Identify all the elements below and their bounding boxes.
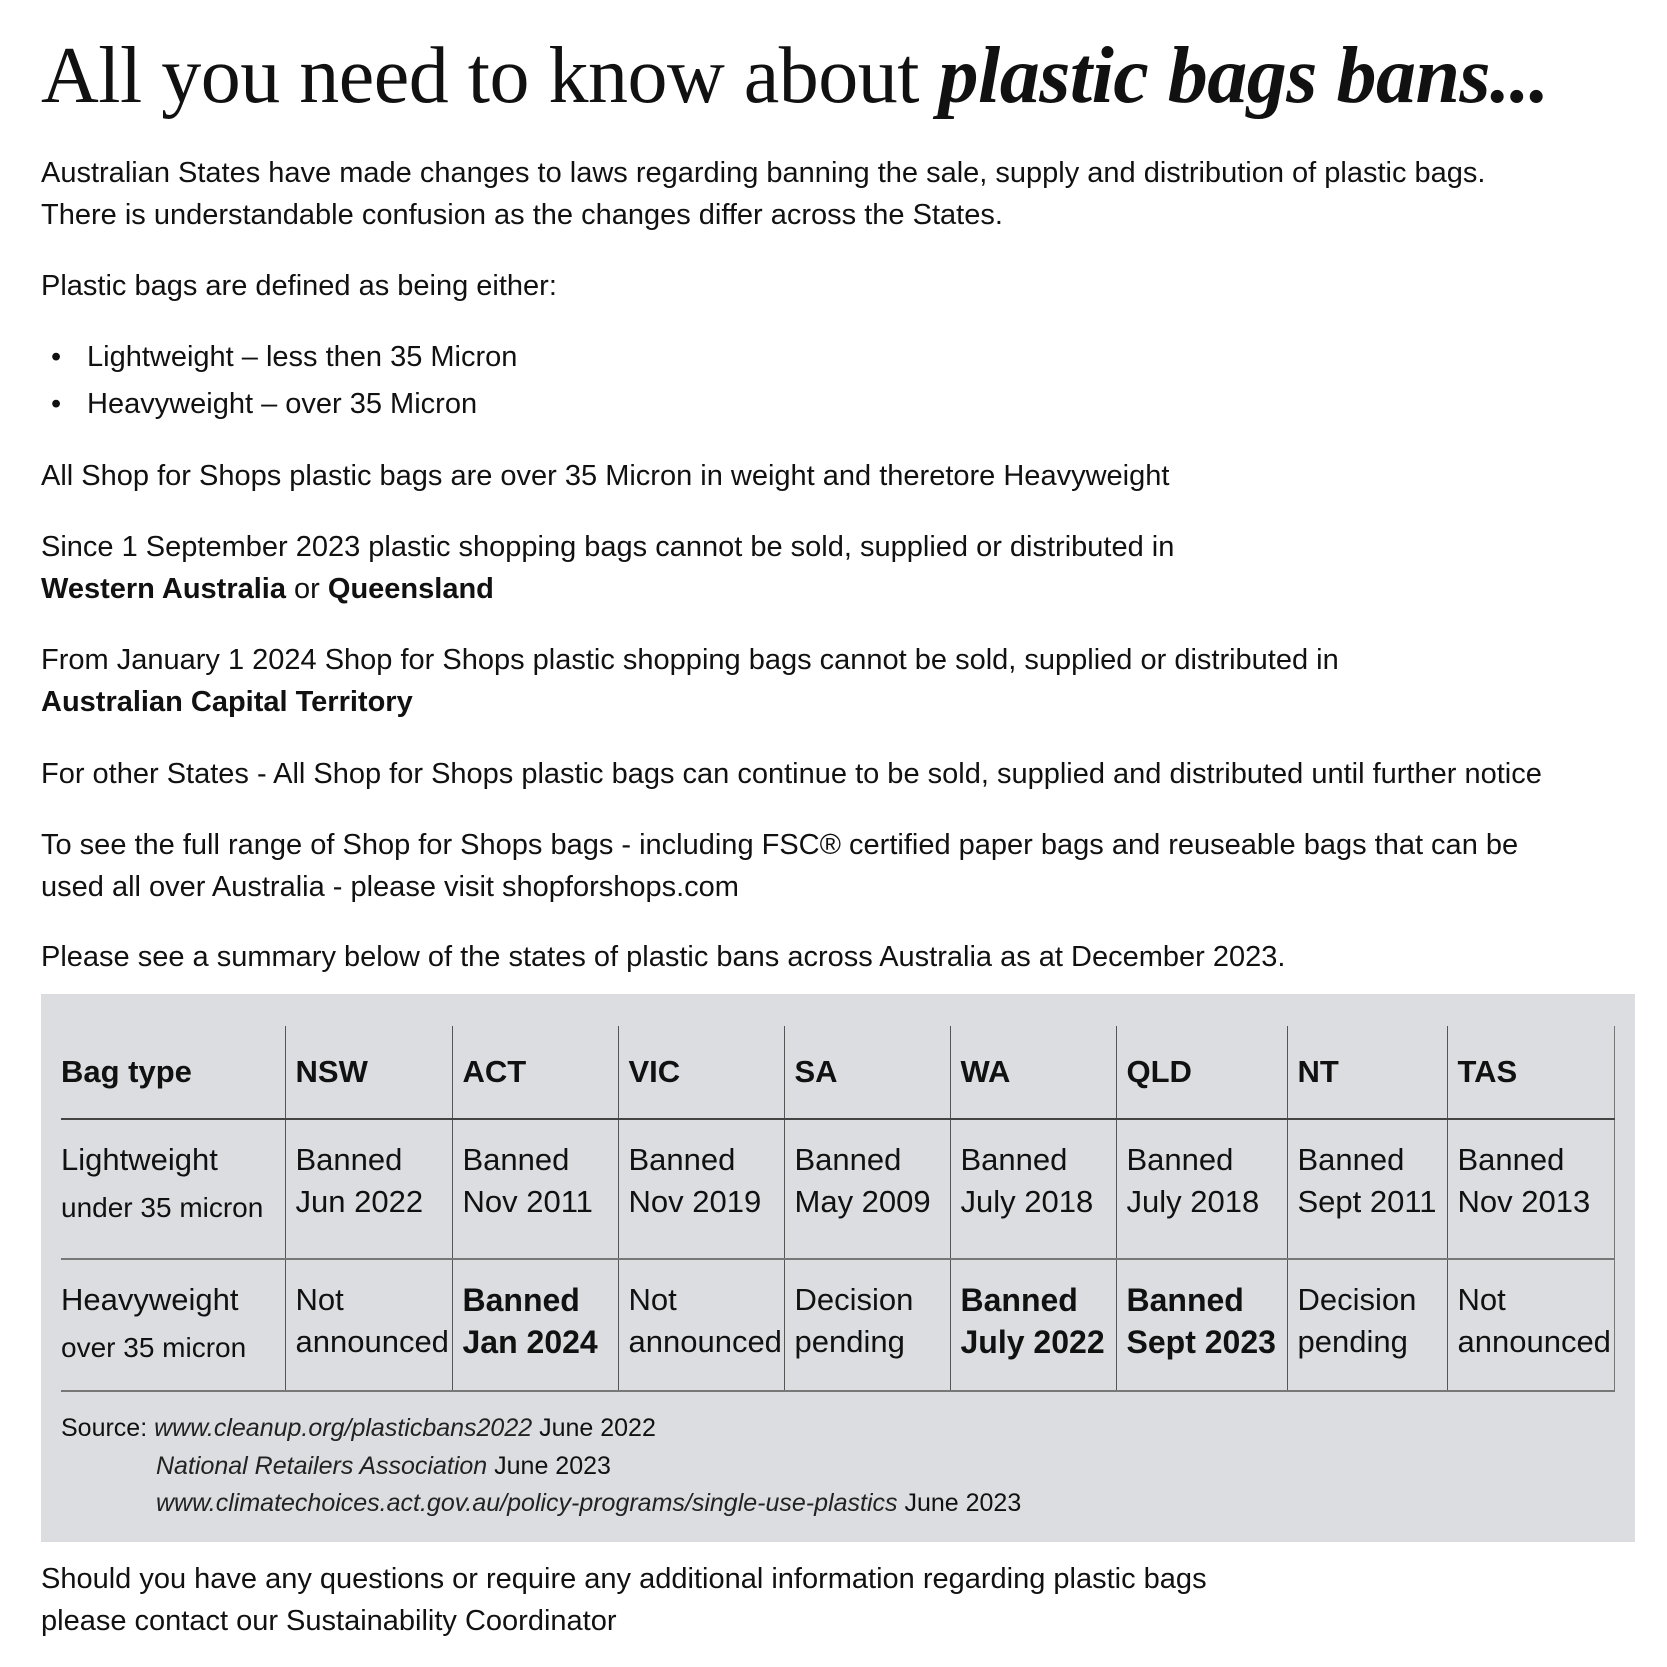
header-tas: TAS [1447, 1026, 1614, 1119]
table-cell [784, 1119, 950, 1259]
title-text: All you need to know about [41, 32, 939, 120]
cell-line: Banned [295, 1142, 403, 1177]
cell-line: July 2018 [960, 1184, 1094, 1219]
cell-line: announced [295, 1324, 449, 1359]
cell-line: Banned [960, 1282, 1078, 1318]
header-bag-type: Bag type [61, 1026, 285, 1119]
cell-line: Nov 2013 [1457, 1184, 1591, 1219]
footer-line: Should you have any questions or require any additional information regarding plastic bags [41, 1563, 1207, 1595]
cell-line: Jan 2024 [462, 1324, 598, 1360]
source-name: www.cleanup.org/plasticbans2022 [154, 1414, 533, 1442]
cell-line: Not [295, 1282, 344, 1317]
full-range-paragraph [41, 824, 1518, 908]
since-text: Since 1 September 2023 plastic shopping bags cannot be sold, supplied or distributed in [41, 531, 1175, 563]
table-cell [618, 1119, 784, 1259]
cell-line: Banned [1457, 1142, 1565, 1177]
table-cell [1287, 1119, 1447, 1259]
state-wa: Western Australia [41, 573, 286, 605]
source-date: June 2023 [494, 1451, 611, 1480]
table-row [61, 1259, 1614, 1391]
cell-line: Decision [1297, 1282, 1417, 1317]
source-name: www.climatechoices.act.gov.au/policy-programs/single-use-plastics [156, 1489, 898, 1517]
source-date: June 2023 [904, 1489, 1022, 1517]
from-paragraph [41, 639, 1339, 723]
source-label: Source: [61, 1414, 148, 1442]
table-cell [285, 1119, 452, 1259]
footer-contact [41, 1558, 1207, 1642]
table-cell [1447, 1259, 1614, 1391]
table-cell [452, 1259, 618, 1391]
summary-intro: Please see a summary below of the states of plastic bans across Australia as at December 2023. [41, 941, 1286, 973]
table-cell [1287, 1259, 1447, 1391]
bag-type: Heavyweight [61, 1282, 239, 1317]
cell-line: Banned [1126, 1282, 1244, 1318]
intro-paragraph [41, 152, 1485, 236]
bag-type-cell [61, 1259, 285, 1391]
source-date: June 2022 [539, 1414, 656, 1442]
header-act: ACT [452, 1026, 618, 1119]
table-cell [1116, 1259, 1287, 1391]
cell-line: Jun 2022 [295, 1184, 424, 1219]
list-item: • Heavyweight – over 35 Micron [41, 381, 517, 428]
cell-line: Nov 2019 [628, 1184, 762, 1219]
cell-line: Nov 2011 [462, 1184, 593, 1219]
header-nt: NT [1287, 1026, 1447, 1119]
cell-line: July 2018 [1126, 1184, 1260, 1219]
cell-line: July 2022 [960, 1324, 1105, 1360]
intro-line: Australian States have made changes to laws regarding banning the sale, supply and distribution of plastic bags. [41, 157, 1486, 189]
bag-type-sub: over 35 micron [61, 1332, 247, 1363]
header-qld: QLD [1116, 1026, 1287, 1119]
cell-line: pending [794, 1324, 905, 1359]
bans-table [61, 1026, 1615, 1392]
header-nsw: NSW [285, 1026, 452, 1119]
other-states-paragraph: For other States - All Shop for Shops plastic bags can continue to be sold, supplied and distributed until further notice [41, 758, 1542, 790]
cell-line: announced [1457, 1324, 1611, 1359]
bag-type-cell [61, 1119, 285, 1259]
cell-line: Banned [462, 1282, 580, 1318]
list-item: • Lightweight – less then 35 Micron [41, 334, 517, 381]
cell-line: Banned [462, 1142, 570, 1177]
state-qld: Queensland [327, 573, 494, 605]
state-act: Australian Capital Territory [41, 686, 413, 718]
header-sa: SA [784, 1026, 950, 1119]
cell-line: Not [1457, 1282, 1506, 1317]
bag-definition-list [41, 334, 517, 428]
table-cell [1447, 1119, 1614, 1259]
cell-line: Banned [628, 1142, 736, 1177]
bag-type-sub: under 35 micron [61, 1192, 264, 1223]
cell-line: Sept 2023 [1126, 1324, 1276, 1360]
header-wa: WA [950, 1026, 1116, 1119]
table-cell [285, 1259, 452, 1391]
cell-line: Banned [1126, 1142, 1234, 1177]
header-vic: VIC [618, 1026, 784, 1119]
table-cell [784, 1259, 950, 1391]
table-row [61, 1119, 1614, 1259]
cell-line: Decision [794, 1282, 914, 1317]
cell-line: Not [628, 1282, 677, 1317]
cell-line: announced [628, 1324, 782, 1359]
cell-line: Sept 2011 [1297, 1184, 1437, 1219]
table-cell [950, 1259, 1116, 1391]
cell-line: Banned [1297, 1142, 1405, 1177]
sources [61, 1410, 1021, 1523]
intro-line: There is understandable confusion as the changes differ across the States. [41, 199, 1003, 231]
page-title [41, 28, 1549, 124]
table-cell [950, 1119, 1116, 1259]
from-text: From January 1 2024 Shop for Shops plastic shopping bags cannot be sold, supplied or distributed in [41, 644, 1339, 676]
cell-line: May 2009 [794, 1184, 931, 1219]
source-name: National Retailers Association [156, 1451, 488, 1480]
cell-line: Banned [794, 1142, 902, 1177]
table-cell [618, 1259, 784, 1391]
table-cell [1116, 1119, 1287, 1259]
full-range-line: used all over Australia - please visit shopforshops.com [41, 871, 739, 903]
table-cell [452, 1119, 618, 1259]
definition-intro: Plastic bags are defined as being either: [41, 270, 557, 302]
footer-line: please contact our Sustainability Coordinator [41, 1605, 617, 1637]
title-emphasis: plastic bags bans... [938, 32, 1549, 120]
shop-statement: All Shop for Shops plastic bags are over 35 Micron in weight and theretore Heavyweight [41, 460, 1170, 492]
bag-type: Lightweight [61, 1142, 218, 1177]
cell-line: pending [1297, 1324, 1408, 1359]
full-range-line: To see the full range of Shop for Shops bags - including FSC® certified paper bags and reuseable bags that can be [41, 829, 1519, 861]
conjunction: or [285, 573, 328, 605]
table-header-row [61, 1026, 1614, 1119]
cell-line: Banned [960, 1142, 1068, 1177]
since-paragraph [41, 526, 1174, 610]
